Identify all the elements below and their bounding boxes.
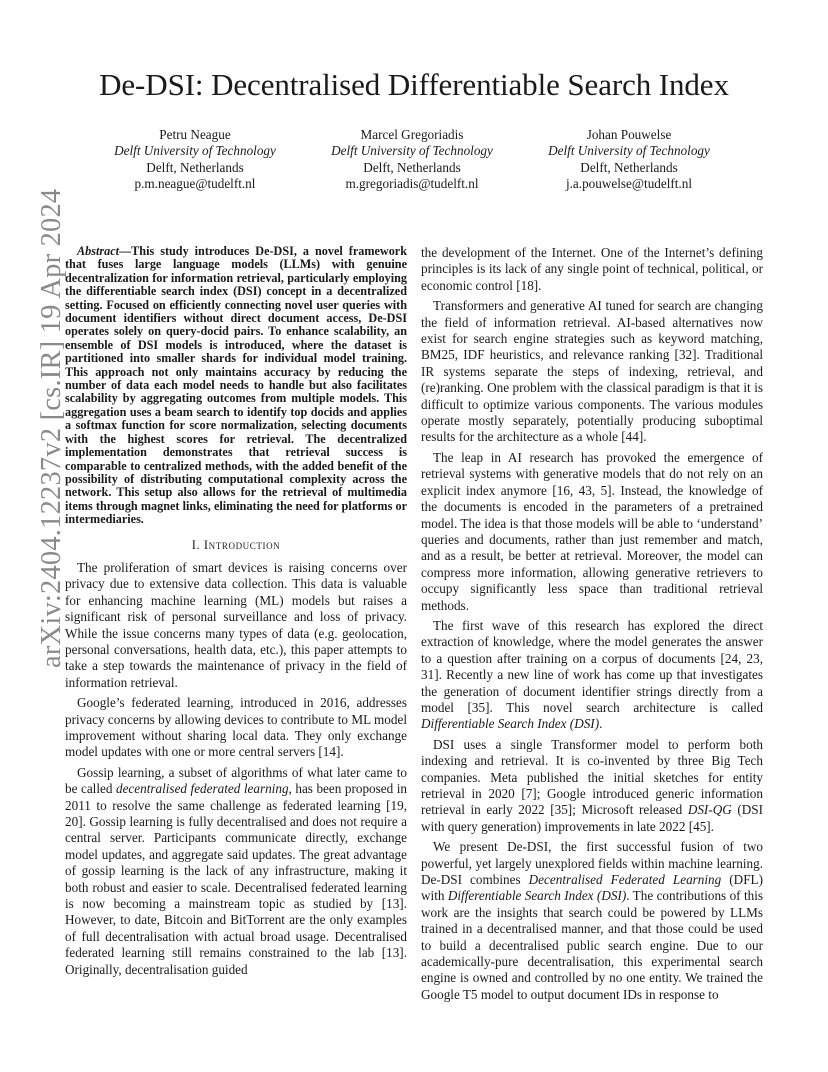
paragraph: [421, 298, 763, 446]
right-column: [421, 245, 763, 1007]
paragraph-text: (DFL) with: [421, 872, 763, 904]
paragraph: [421, 737, 763, 835]
paragraph: [65, 560, 407, 691]
author-location: Delft, Netherlands: [580, 159, 678, 175]
paragraph-text: Gossip learning, a subset of algorithms of what later came to be called: [65, 764, 407, 797]
author-name: Johan Pouwelse: [586, 127, 672, 142]
emphasis: DSI-QG: [687, 802, 732, 818]
author-block-3: [504, 127, 754, 193]
paragraph: [421, 245, 763, 294]
author-name: Marcel Gregoriadis: [360, 127, 464, 142]
author-affiliation: Delft University of Technology: [548, 143, 710, 159]
paragraph-text: Google’s federated learning, introduced in 2016, addresses privacy concerns by allowing devices to contribute to ML model improvement without sharing local data. They only exchange model updates with one or more central servers [14].: [65, 695, 407, 760]
section-heading-introduction: I. Introduction: [191, 537, 281, 552]
author-email: p.m.neague@tudelft.nl: [134, 176, 256, 192]
paper-title: De-DSI: Decentralised Differentiable Search Index: [99, 67, 729, 102]
author-block-1: [70, 127, 320, 193]
author-block-2: [287, 127, 537, 193]
paragraph-text: Transformers and generative AI tuned for search are changing the field of information retrieval. AI-based alternatives now exist for search engine strategies such as keyword matching, BM25, IDF heuristics, and relevance ranking [32]. Traditional IR systems separate the steps of indexing, retrieval, and (re)ranking. One problem with the classical paradigm is that it is difficult to optimize various components. The various modules operate mostly separately, potentially producing suboptimal results for the architecture as a whole [44].: [421, 298, 763, 445]
left-body: [65, 560, 407, 978]
paragraph-text: , has been proposed in 2011 to resolve the same challenge as federated learning [19, 20]. Gossip learning is fully decentralised and does not require a central server. Participants communicate directly, exchange model updates, and aggregate said updates. The great advantage of gossip learning is the lack of any infrastructure, making it both robust and easier to scale. Decentralised federated learning is now becoming a mainstream topic as studied by [13]. However, to date, Bitcoin and BitTorrent are the only examples of full decentralisation with actual broad usage. Decentralised federated learning still remains constrained to the lab [13]. Originally, decentralisation guided: [65, 781, 407, 977]
right-body: [421, 245, 763, 1003]
author-location: Delft, Netherlands: [146, 159, 244, 175]
emphasis: Differentiable Search Index (DSI): [421, 716, 600, 732]
abstract: [65, 245, 407, 527]
emphasis: Decentralised Federated Learning: [528, 872, 722, 888]
paragraph-text: .: [599, 716, 603, 732]
abstract-text: —This study introduces De-DSI, a novel framework that fuses large language models (LLMs) with genuine decentralization for information retrieval, particularly employing the differentiable search index (DSI) concept in a decentralized setting. Focused on efficiently connecting novel user queries with document identifiers without direct document access, De-DSI operates solely on query-docid pairs. To enhance scalability, an ensemble of DSI models is introduced, where the dataset is partitioned into smaller shards for individual model training. This approach not only maintains accuracy by reducing the number of data each model needs to handle but also facilitates scalability by aggregating outcomes from multiple models. This aggregation uses a beam search to identify top docids and applies a softmax function for score normalization, selecting documents with the highest scores for retrieval. The decentralized implementation demonstrates that retrieval success is comparable to centralized methods, with the added benefit of the possibility of distributing computational complexity across the network. This setup also allows for the retrieval of multimedia items through magnet links, eliminating the need for platforms or intermediaries.: [65, 244, 407, 527]
author-name: Petru Neague: [159, 127, 231, 142]
paragraph-text: The first wave of this research has explored the direct extraction of knowledge, where the model generates the answer to a question after training on a corpus of documents [24, 23, 31]. Recently a new line of work has come up that investigates the generation of document identifier strings directly from a model [35]. This novel search architecture is called: [421, 617, 763, 715]
left-column: [65, 245, 407, 982]
paragraph: [421, 450, 763, 614]
paragraph-text: the development of the Internet. One of the Internet’s defining principles is its lack of any single point of technical, political, or economic control [18].: [421, 245, 763, 293]
author-affiliation: Delft University of Technology: [114, 143, 276, 159]
author-email: m.gregoriadis@tudelft.nl: [345, 176, 479, 192]
paragraph-text: DSI uses a single Transformer model to perform both indexing and retrieval. It is co-invented by three Big Tech companies. Meta published the initial sketches for entity retrieval in 2020 [7]; Google introduced generic information retrieval in early 2022 [35]; Microsoft released: [421, 736, 763, 818]
paragraph: [421, 839, 763, 1003]
emphasis: Differentiable Search Index (DSI): [447, 888, 627, 904]
paragraph-text: The proliferation of smart devices is raising concerns over privacy due to extensive data collection. This data is valuable for enhancing machine learning (ML) models but raises a significant risk of personal surveillance and loss of privacy. While the issue concerns many types of data (e.g. geolocation, personal conversations, health data, etc.), this paper attempts to take a step towards the maintenance of privacy in the field of information retrieval.: [65, 559, 407, 690]
paragraph-text: . The contributions of this work are the insights that search could be powered by LLMs trained in a decentralised manner, and that those could be used to build a decentralised public search engine. Due to our academically-pure decentralisation, this experimental search engine is owned and controlled by no one entity. We trained the Google T5 model to output document IDs in response to: [421, 888, 763, 1002]
abstract-lead: Abstract: [77, 244, 119, 258]
emphasis: decentralised federated learning: [115, 781, 289, 797]
paragraph-text: We present De-DSI, the first successful fusion of two powerful, yet largely unexplored fields within machine learning. De-DSI combines: [421, 839, 763, 888]
paragraph-text: The leap in AI research has provoked the emergence of retrieval systems with generative models that do not rely on an explicit index anymore [16, 43, 5]. Instead, the knowledge of the documents is encoded in the parameters of a pretrained model. The idea is that those models will be able to ‘understand’ queries and documents, rather than just remember and match, and as a result, be better at retrieval. Moreover, the model can compress more information, allowing generative retrievers to occupy significantly less space than traditional retrieval methods.: [421, 449, 763, 613]
paragraph-text: (DSI with query generation) improvements in late 2022 [45].: [421, 802, 763, 834]
paragraph: [65, 765, 407, 978]
arxiv-identifier: arXiv:2404.12237v2 [cs.IR] 19 Apr 2024: [36, 188, 67, 668]
paragraph: [421, 618, 763, 733]
author-location: Delft, Netherlands: [363, 159, 461, 175]
paragraph: [65, 695, 407, 761]
author-affiliation: Delft University of Technology: [331, 143, 493, 159]
author-email: j.a.pouwelse@tudelft.nl: [565, 176, 693, 192]
